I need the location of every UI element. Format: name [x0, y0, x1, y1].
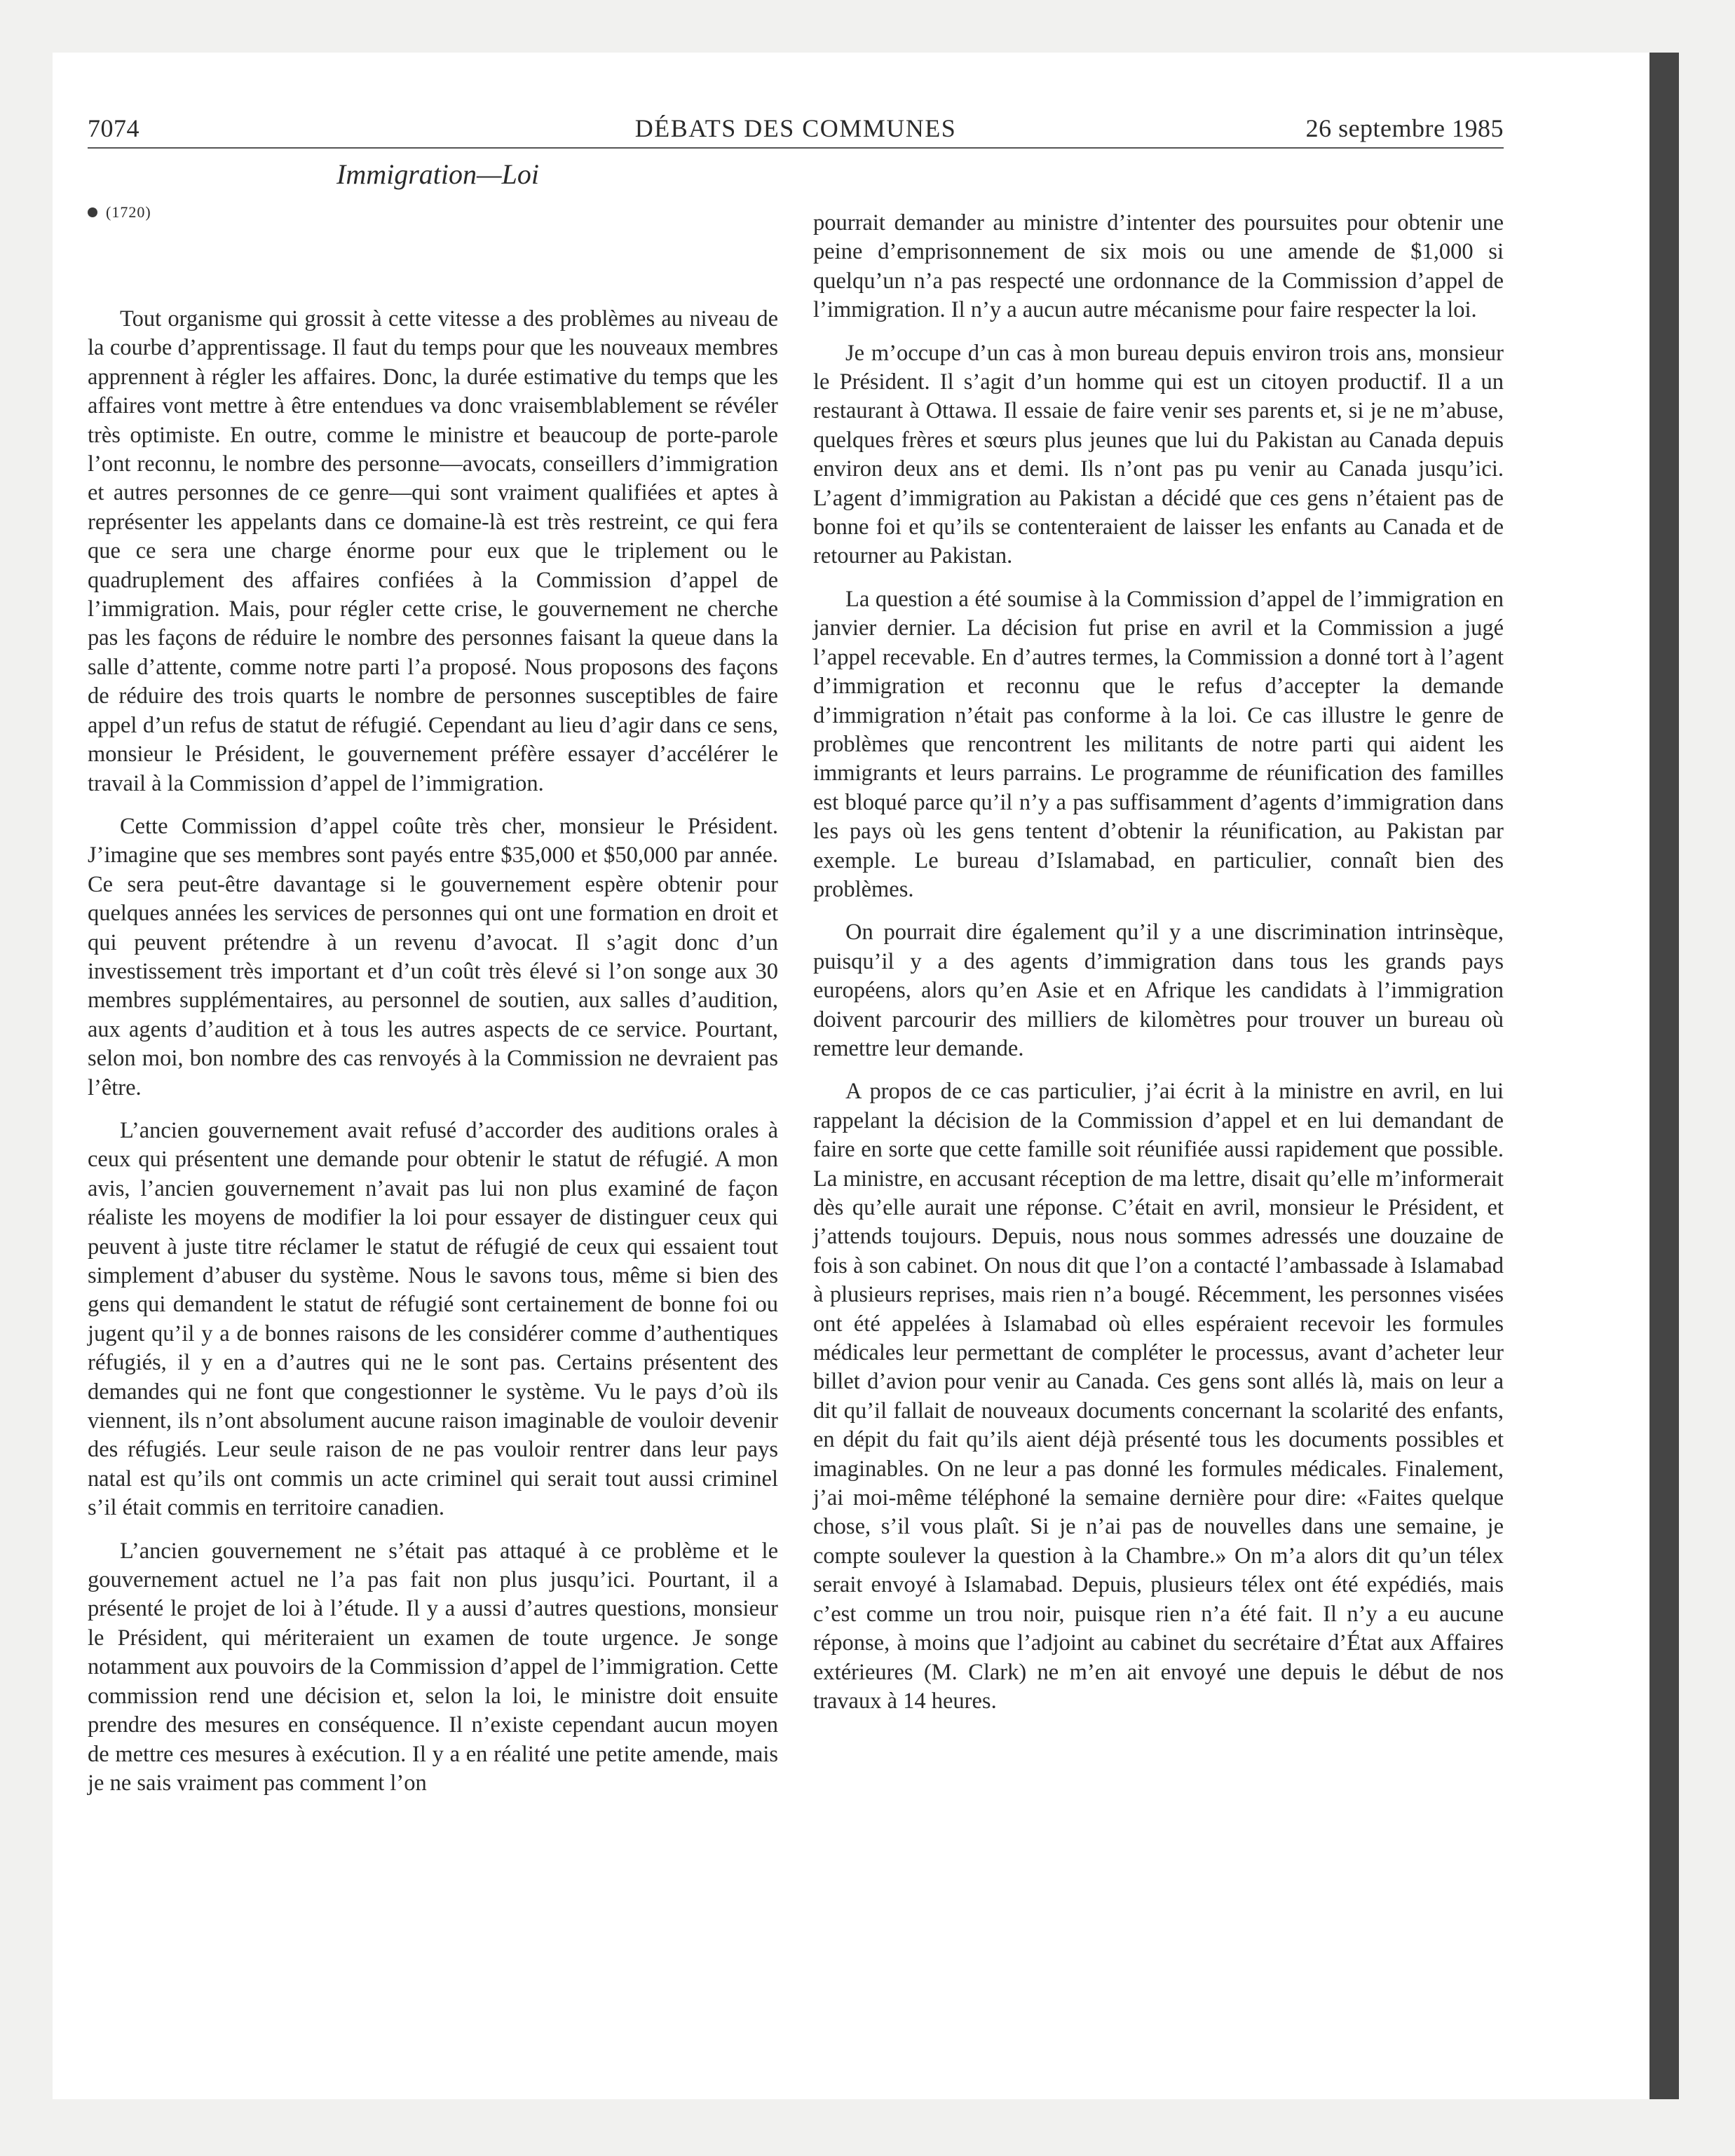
- left-column: [88, 305, 778, 1812]
- paragraph: Tout organisme qui grossit à cette vitesse a des problèmes au niveau de la courbe d’apprentissage. Il faut du temps pour que les nouveaux membres apprennent à régler les affaires. Donc, la durée estimative du temps que les affaires vont mettre à être entendues va donc vraisemblablement se révéler très optimiste. En outre, comme le ministre et beaucoup de porte-parole l’ont reconnu, le nombre des personne—avocats, conseillers d’immigration et autres personnes de ce genre—qui sont vraiment qualifiées et aptes à représenter les appelants dans ce domaine-là est très restreint, ce qui fera que ce sera une charge énorme pour eux que le triplement ou le quadruplement des affaires confiées à la Commission d’appel de l’immigration. Mais, pour régler cette crise, le gouvernement ne cherche pas les façons de réduire le nombre des personnes faisant la queue dans la salle d’attente, comme notre parti l’a proposé. Nous proposons des façons de réduire des trois quarts le nombre de personnes susceptibles de faire appel d’un refus de statut de réfugié. Cependant au lieu d’agir dans ce sens, monsieur le Président, le gouvernement préfère essayer d’accélérer le travail à la Commission d’appel de l’immigration.: [88, 306, 778, 796]
- paragraph: Je m’occupe d’un cas à mon bureau depuis environ trois ans, monsieur le Président. Il s’agit d’un homme qui est un citoyen productif. Il a un restaurant à Ottawa. Il essaie de faire venir ses parents et, si je ne m’abuse, quelques frères et sœurs plus jeunes que lui du Pakistan au Canada depuis environ deux ans et demi. Ils n’ont pas pu venir au Canada jusqu’ici. L’agent d’immigration au Pakistan a décidé que ces gens n’étaient pas de bonne foi et qu’ils se contenteraient de laisser les enfants au Canada et de retourner au Pakistan.: [813, 340, 1504, 569]
- timestamp-label: (1720): [106, 203, 151, 221]
- paragraph: On pourrait dire également qu’il y a une discrimination intrinsèque, puisqu’il y a des agents d’immigration dans tous les grands pays européens, alors qu’en Asie et en Afrique les candidats à l’immigration doivent parcourir des milliers de kilomètres pour trouver un bureau où remettre leur demande.: [813, 920, 1504, 1061]
- right-column: [813, 209, 1504, 1730]
- page-number: 7074: [88, 114, 140, 142]
- paragraph: Cette Commission d’appel coûte très cher, monsieur le Président. J’imagine que ses membres sont payés entre $35,000 et $50,000 par année. Ce sera peut-être davantage si le gouvernement espère obtenir pour quelques années les services de personnes qui ont une formation en droit et qui peuvent prétendre à un revenu d’avocat. Il s’agit donc d’un investissement très important et d’un coût très élevé si l’on songe aux 30 membres supplémentaires, au personnel de soutien, aux salles d’audition, aux agents d’audition et à tous les autres aspects de ce service. Pourtant, selon moi, bon nombre des cas renvoyés à la Commission ne devraient pas l’être.: [88, 813, 778, 1100]
- timestamp-marker: [88, 203, 151, 221]
- section-title: Immigration—Loi: [336, 158, 539, 190]
- paragraph: La question a été soumise à la Commission d’appel de l’immigration en janvier dernier. La décision fut prise en avril et la Commission a jugé l’appel recevable. En d’autres termes, la Commission a donné tort à l’agent d’immigration et reconnu que le refus d’accepter la demande d’immigration n’était pas conforme à la loi. Ce cas illustre le genre de problèmes que rencontrent les militants de notre parti qui aident les immigrants et leurs parrains. Le programme de réunification des familles est bloqué parce qu’il n’y a pas suffisamment d’agents d’immigration dans les pays où les gens tentent d’obtenir la réunification, au Pakistan par exemple. Le bureau d’Islamabad, en particulier, connaît bien des problèmes.: [813, 586, 1504, 902]
- bullet-icon: [88, 207, 97, 217]
- page-header: [88, 105, 1504, 149]
- paragraph: A propos de ce cas particulier, j’ai écrit à la ministre en avril, en lui rappelant la décision de la Commission d’appel et en lui demandant de faire en sorte que cette famille soit réunifiée aussi rapidement que possible. La ministre, en accusant réception de ma lettre, disait qu’elle m’informerait dès qu’elle aurait une réponse. C’était en avril, monsieur le Président, et j’attends toujours. Depuis, nous nous sommes adressés une douzaine de fois à son cabinet. On nous dit que l’on a contacté l’ambassade à Islamabad à plusieurs reprises, mais rien n’a bougé. Récemment, les personnes visées ont été appelées à Islamabad où elles espéraient recevoir les formules médicales leur permettant de compléter le processus, avant d’acheter leur billet d’avion pour venir au Canada. Ces gens sont allés là, mais on leur a dit qu’il fallait de nouveaux documents concernant la scolarité des enfants, en dépit du fait qu’ils aient déjà présenté tous les documents possibles et imaginables. On ne leur a pas donné les formules médicales. Finalement, j’ai moi-même téléphoné la semaine dernière pour dire: «Faites quelque chose, s’il vous plaît. Si je n’ai pas de nouvelles dans une semaine, je compte soulever la question à la Chambre.» On m’a alors dit qu’un télex serait envoyé à Islamabad. Depuis, plusieurs télex ont été expédiés, mais c’est comme un trou noir, puisque rien n’a été fait. Il n’y a eu aucune réponse, à moins que l’adjoint au cabinet du secrétaire d’État aux Affaires extérieures (M. Clark) ne m’en ait envoyé une depuis le début de nos travaux à 14 heures.: [813, 1079, 1504, 1714]
- paragraph: L’ancien gouvernement avait refusé d’accorder des auditions orales à ceux qui présentent une demande pour obtenir le statut de réfugié. A mon avis, l’ancien gouvernement n’avait pas lui non plus examiné de façon réaliste les moyens de modifier la loi pour essayer de distinguer ceux qui peuvent à juste titre réclamer le statut de réfugié de ceux qui essaient tout simplement d’abuser du système. Nous le savons tous, même si bien des gens qui demandent le statut de réfugié sont certainement de bonne foi ou jugent qu’il y a de bonnes raisons de les considérer comme d’authentiques réfugiés, il y en a d’autres qui ne le sont pas. Certains présentent des demandes qui ne font que congestionner le système. Vu le pays d’où ils viennent, ils n’ont absolument aucune raison imaginable de vouloir devenir des réfugiés. Leur seule raison de ne pas vouloir rentrer dans leur pays natal est qu’ils ont commis un acte criminel qui serait tout aussi criminel s’il était commis en territoire canadien.: [88, 1117, 778, 1521]
- binding-edge: [1649, 53, 1679, 2099]
- paragraph: L’ancien gouvernement ne s’était pas attaqué à ce problème et le gouvernement actuel ne l’a pas fait non plus jusqu’ici. Pourtant, il a présenté le projet de loi à l’étude. Il y a aussi d’autres questions, monsieur le Président, qui mériteraient un examen de toute urgence. Je songe notamment aux pouvoirs de la Commission d’appel de l’immigration. Cette commission rend une décision et, selon la loi, le ministre doit ensuite prendre des mesures en conséquence. Il n’existe cependant aucun moyen de mettre ces mesures à exécution. Il y a en réalité une petite amende, mais je ne sais vraiment pas comment l’on: [88, 1538, 778, 1796]
- paragraph-continued: pourrait demander au ministre d’intenter des poursuites pour obtenir une peine d’emprisonnement de six mois ou une amende de $1,000 si quelqu’un n’a pas respecté une ordonnance de la Commission d’appel de l’immigration. Il n’y a aucun autre mécanisme pour faire respecter la loi.: [813, 210, 1504, 323]
- page-date: 26 septembre 1985: [1305, 114, 1504, 142]
- publication-title: DÉBATS DES COMMUNES: [634, 114, 957, 142]
